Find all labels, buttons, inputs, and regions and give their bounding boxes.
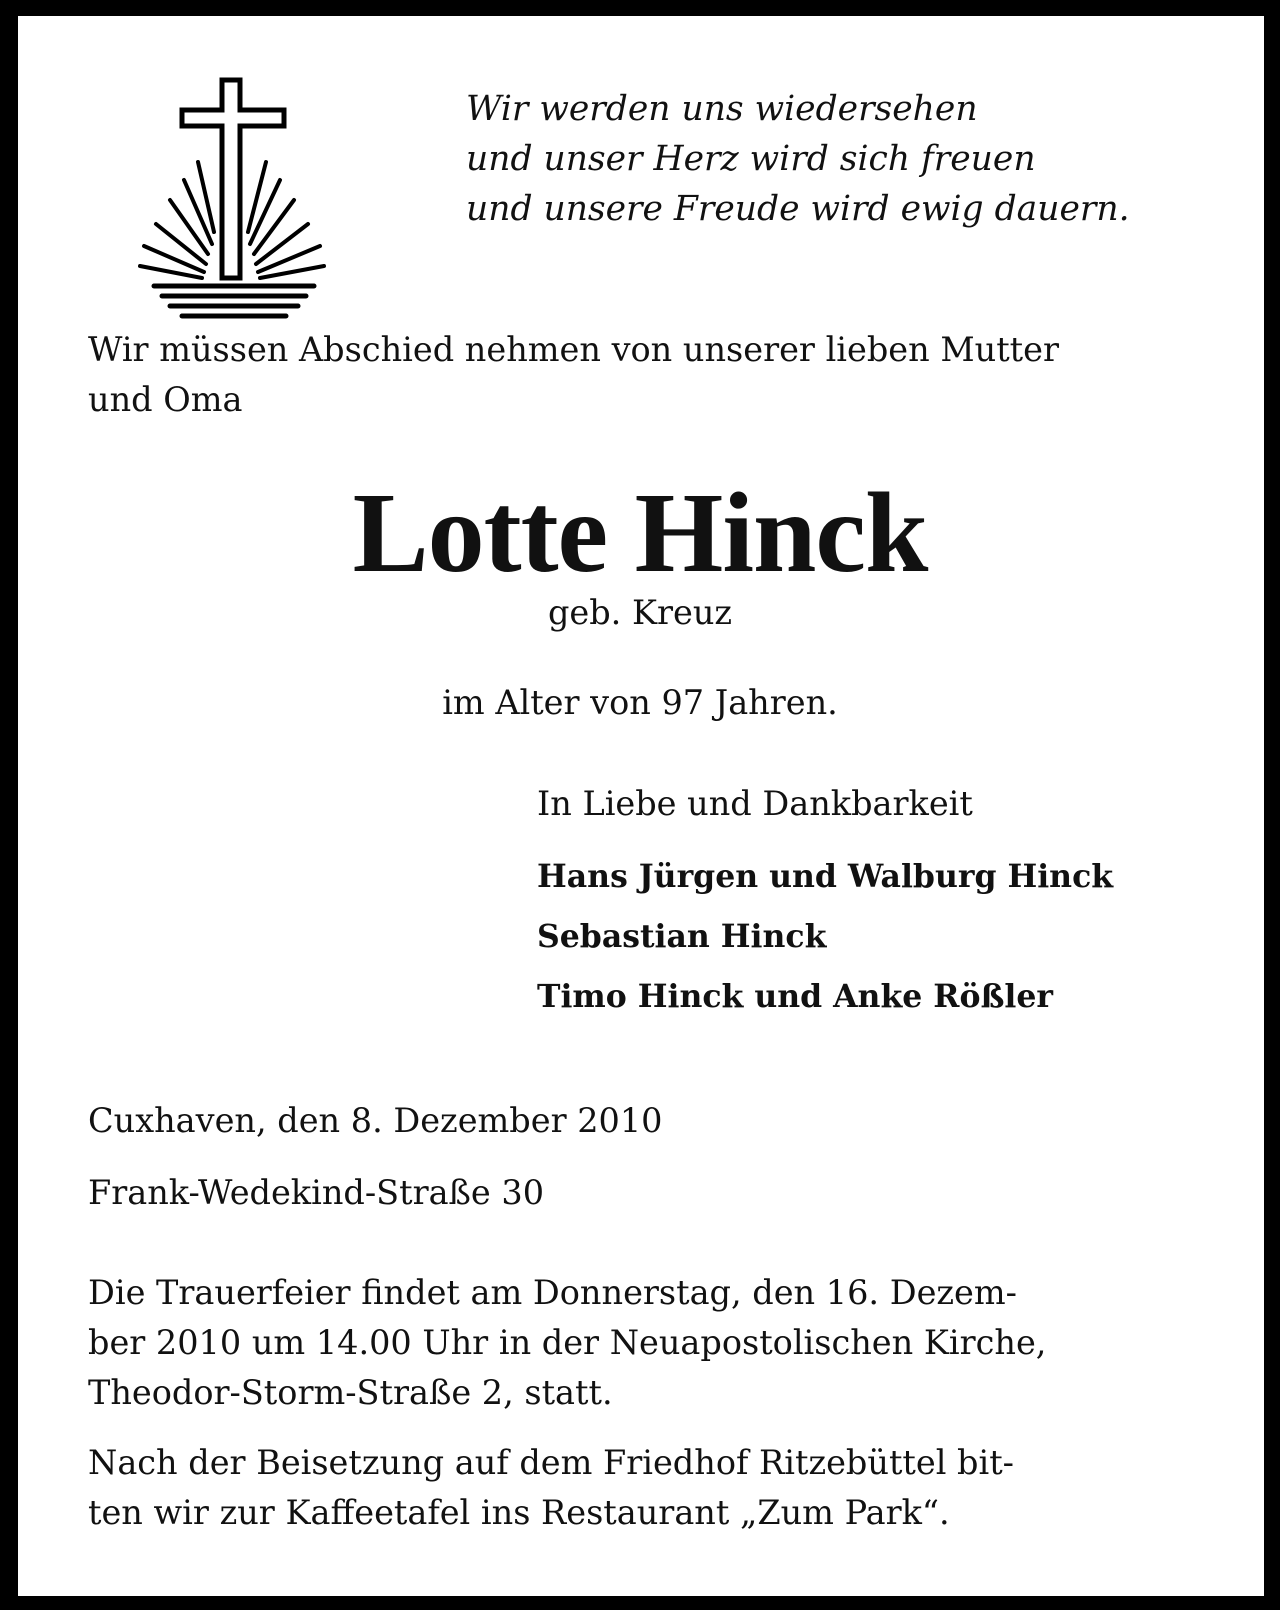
reception-notice — [88, 1438, 1188, 1538]
deceased-name: Lotte Hinck — [352, 469, 928, 596]
intro-line: Wir müssen Abschied nehmen von unserer lieben Mutter — [88, 330, 1059, 369]
funeral-line: Theodor-Storm-Straße 2, statt. — [88, 1373, 613, 1412]
mourners-list — [537, 847, 1257, 1027]
place-and-date — [88, 1085, 1208, 1229]
verse-quote — [466, 84, 1266, 234]
mourners-lead: In Liebe und Dankbarkeit — [537, 784, 973, 823]
reception-line: Nach der Beisetzung auf dem Friedhof Ritzebüttel bit- — [88, 1443, 1014, 1482]
cross-with-sunrise-icon — [136, 74, 332, 326]
address-line: Frank-Wedekind-Straße 30 — [88, 1173, 545, 1212]
funeral-notice — [88, 1268, 1188, 1418]
age-text: im Alter von 97 Jahren. — [442, 683, 838, 722]
funeral-line: ber 2010 um 14.00 Uhr in der Neuapostolischen Kirche, — [88, 1323, 1047, 1362]
mourners-block — [537, 779, 1257, 1027]
mourner-name: Hans Jürgen und Walburg Hinck — [537, 858, 1114, 895]
reception-line: ten wir zur Kaffeetafel ins Restaurant „Zum Park“. — [88, 1493, 950, 1532]
intro-line: und Oma — [88, 380, 243, 419]
verse-line: Wir werden uns wiedersehen — [466, 89, 978, 129]
maiden-name: geb. Kreuz — [547, 593, 733, 632]
mourner-name: Timo Hinck und Anke Rößler — [537, 978, 1054, 1015]
mourner-name: Sebastian Hinck — [537, 918, 827, 955]
intro-text — [88, 325, 1208, 425]
date-line: Cuxhaven, den 8. Dezember 2010 — [88, 1101, 663, 1140]
verse-line: und unsere Freude wird ewig dauern. — [466, 189, 1130, 229]
funeral-line: Die Trauerfeier findet am Donnerstag, den 16. Dezem- — [88, 1273, 1017, 1312]
verse-line: und unser Herz wird sich freuen — [466, 139, 1036, 179]
